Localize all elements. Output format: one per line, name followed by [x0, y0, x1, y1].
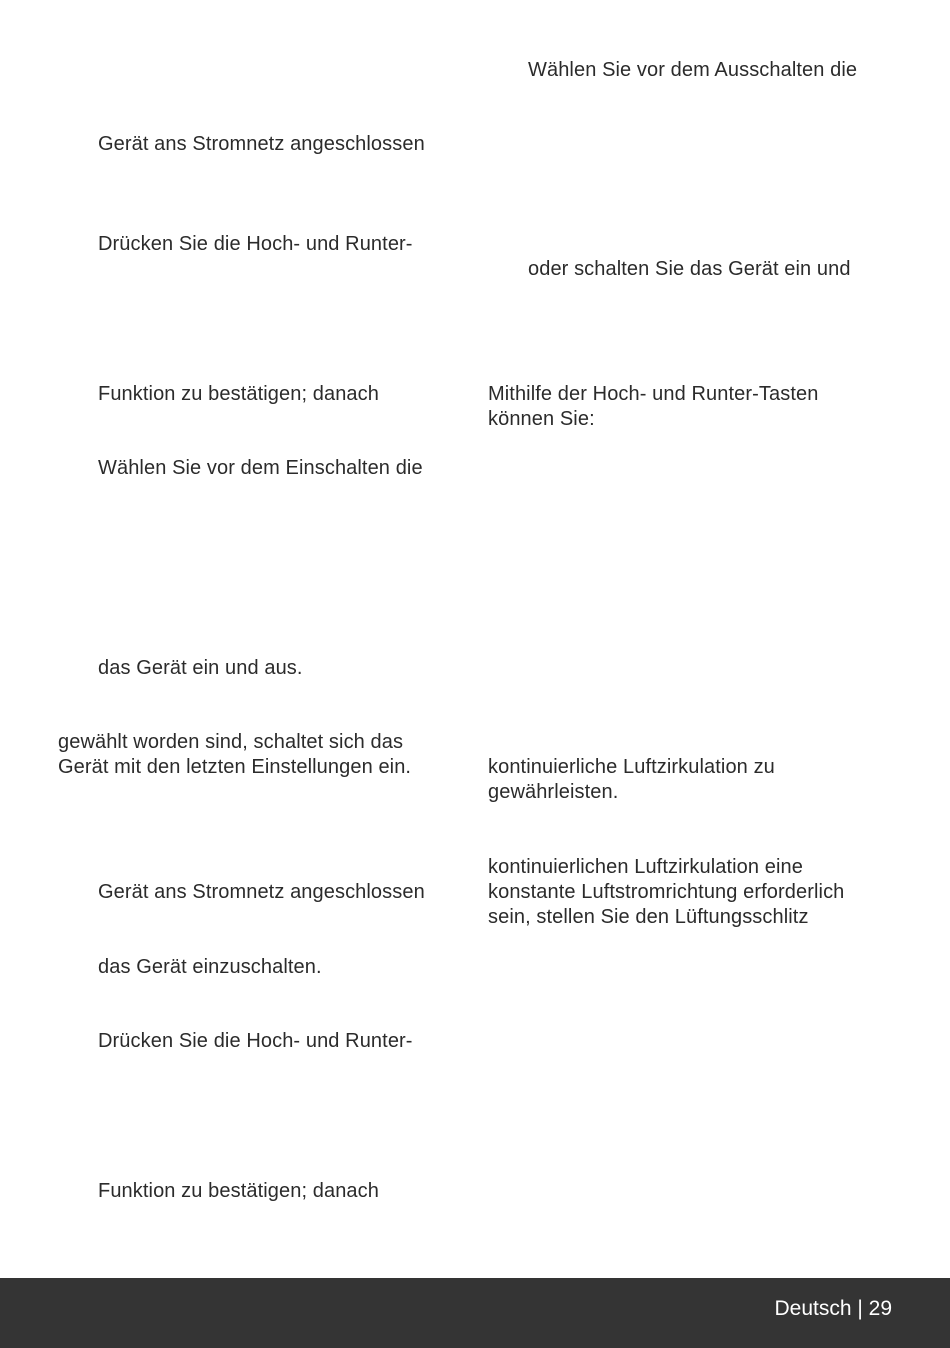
paragraph-line: kontinuierlichen Luftzirkulation eine — [488, 856, 803, 878]
paragraph-line: gewährleisten. — [488, 781, 619, 803]
left-text-line: Wählen Sie vor dem Einschalten die — [98, 457, 423, 479]
paragraph-line: gewählt worden sind, schaltet sich das — [58, 731, 404, 753]
paragraph-line: Mithilfe der Hoch- und Runter-Tasten — [488, 383, 819, 405]
footer-label — [774, 1296, 892, 1322]
left-text-line: Funktion zu bestätigen; danach — [98, 383, 379, 405]
left-text-line: Drücken Sie die Hoch- und Runter- — [98, 1030, 413, 1052]
left-text-line: Drücken Sie die Hoch- und Runter- — [98, 233, 413, 255]
left-text-line: Gerät ans Stromnetz angeschlossen — [98, 881, 425, 903]
right-paragraph — [488, 382, 818, 432]
paragraph-line: konstante Luftstromrichtung erforderlich — [488, 881, 845, 903]
right-text-line: Wählen Sie vor dem Ausschalten die — [528, 59, 858, 81]
left-text-line: Funktion zu bestätigen; danach — [98, 1180, 379, 1202]
footer-language: Deutsch — [774, 1297, 852, 1320]
right-text-line: oder schalten Sie das Gerät ein und — [528, 258, 851, 280]
left-text-line: Gerät ans Stromnetz angeschlossen — [98, 133, 425, 155]
left-paragraph — [58, 730, 411, 780]
page-footer — [0, 1278, 950, 1348]
paragraph-line: können Sie: — [488, 408, 595, 430]
paragraph-line: sein, stellen Sie den Lüftungsschlitz — [488, 906, 809, 928]
page-number: 29 — [868, 1297, 892, 1320]
left-text-line: das Gerät einzuschalten. — [98, 956, 322, 978]
left-text-line: das Gerät ein und aus. — [98, 657, 303, 679]
right-paragraph — [488, 855, 844, 930]
paragraph-line: Gerät mit den letzten Einstellungen ein. — [58, 756, 412, 778]
right-paragraph — [488, 755, 775, 805]
paragraph-line: kontinuierliche Luftzirkulation zu — [488, 756, 775, 778]
footer-separator: | — [851, 1297, 869, 1320]
